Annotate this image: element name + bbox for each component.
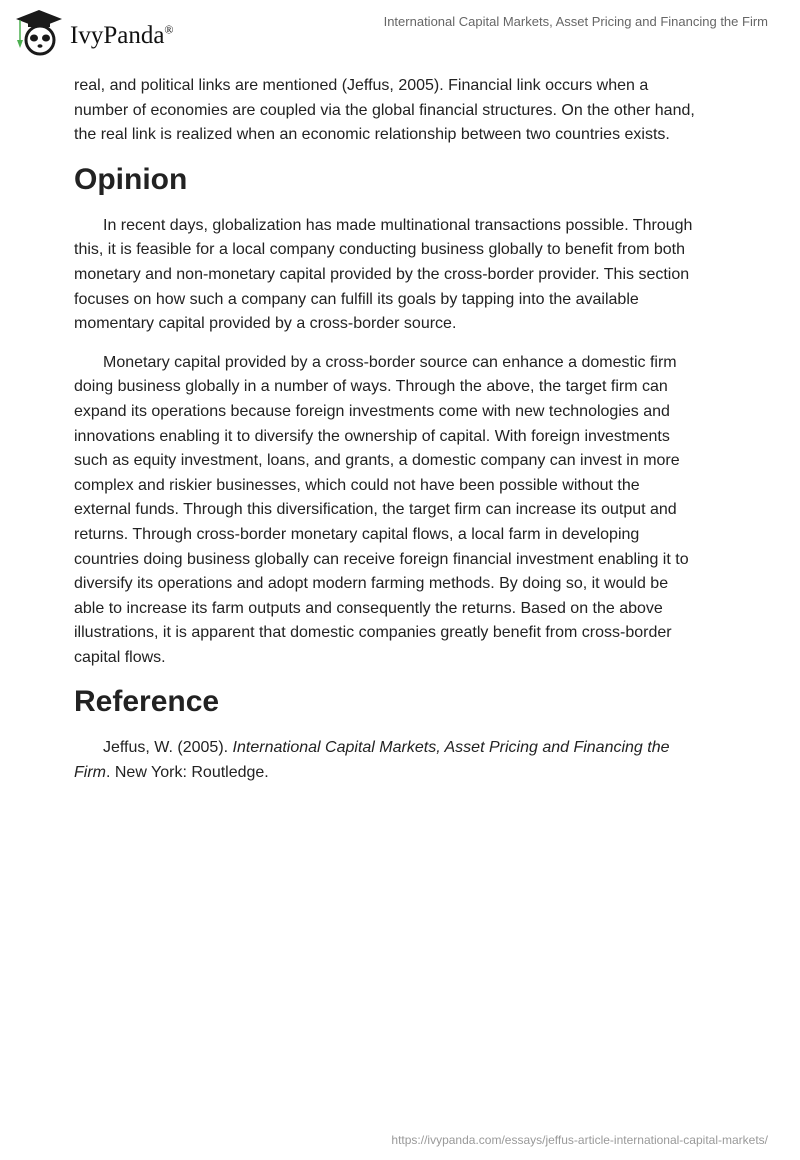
text-line: monetary and non-monetary capital provided by the cross-border provider. This section [74, 265, 690, 283]
text-line: focuses on how such a company can fulfill its goals by tapping into the available [74, 290, 639, 308]
text-line: momentary capital provided by a cross-border source. [74, 315, 457, 333]
text-line: expand its operations because foreign investments come with new technologies and [74, 402, 670, 420]
text-line: countries doing business globally can receive foreign financial investment enabling it to [74, 550, 689, 568]
reference-title: Firm [74, 764, 106, 782]
text-line: real, and political links are mentioned (Jeffus, 2005). Financial link occurs when a [74, 77, 649, 94]
text-line: external funds. Through this diversification, the target firm can increase its output and [74, 501, 677, 519]
text-line [74, 736, 734, 761]
panda-graduate-icon [14, 8, 64, 56]
text-line: doing business globally in a number of ways. Through the above, the target firm can [74, 378, 668, 396]
document-title: International Capital Markets, Asset Pricing and Financing the Firm [383, 14, 768, 29]
ivypanda-logo[interactable] [14, 8, 174, 56]
intro-paragraph [74, 74, 734, 148]
text-line: able to increase its farm outputs and consequently the returns. Based on the above [74, 599, 663, 617]
text-line: In recent days, globalization has made multinational transactions possible. Through [103, 216, 693, 234]
logo-text: IvyPanda® [70, 22, 174, 49]
page-header [0, 0, 800, 60]
text-line: capital flows. [74, 648, 166, 666]
reference-entry [74, 736, 734, 785]
reference-heading: Reference [74, 685, 220, 719]
text-line: returns. Through cross-border monetary capital flows, a local farm in developing [74, 525, 640, 543]
text-line: the real link is realized when an economic relationship between two countries exists. [74, 126, 670, 144]
text-line: such as equity investment, loans, and grants, a domestic company can invest in more [74, 452, 680, 470]
text-line: innovations enabling it to diversify the ownership of capital. With foreign investments [74, 427, 670, 445]
text-line: this, it is feasible for a local company conducting business globally to benefit from both [74, 241, 685, 259]
text-line: complex and riskier businesses, which could not have been possible without the [74, 476, 640, 494]
opinion-heading: Opinion [74, 162, 188, 196]
reference-title: International Capital Markets, Asset Pricing and Financing the [232, 739, 670, 757]
opinion-paragraph-1 [74, 214, 734, 337]
reference-publisher: . New York: Routledge. [105, 764, 269, 782]
text-line: Monetary capital provided by a cross-border source can enhance a domestic firm [103, 353, 677, 371]
essay-body [74, 74, 734, 800]
opinion-paragraph-2 [74, 351, 734, 671]
text-line: diversify its operations and adopt modern farming methods. By doing so, it would be [74, 575, 669, 593]
text-line: illustrations, it is apparent that domestic companies greatly benefit from cross-border [74, 624, 672, 642]
source-url[interactable]: https://ivypanda.com/essays/jeffus-article-international-capital-markets/ [391, 1133, 768, 1147]
text-line: number of economies are coupled via the global financial structures. On the other hand, [74, 101, 695, 119]
reference-author: Jeffus, W. (2005). [103, 739, 233, 757]
text-line [74, 761, 734, 786]
